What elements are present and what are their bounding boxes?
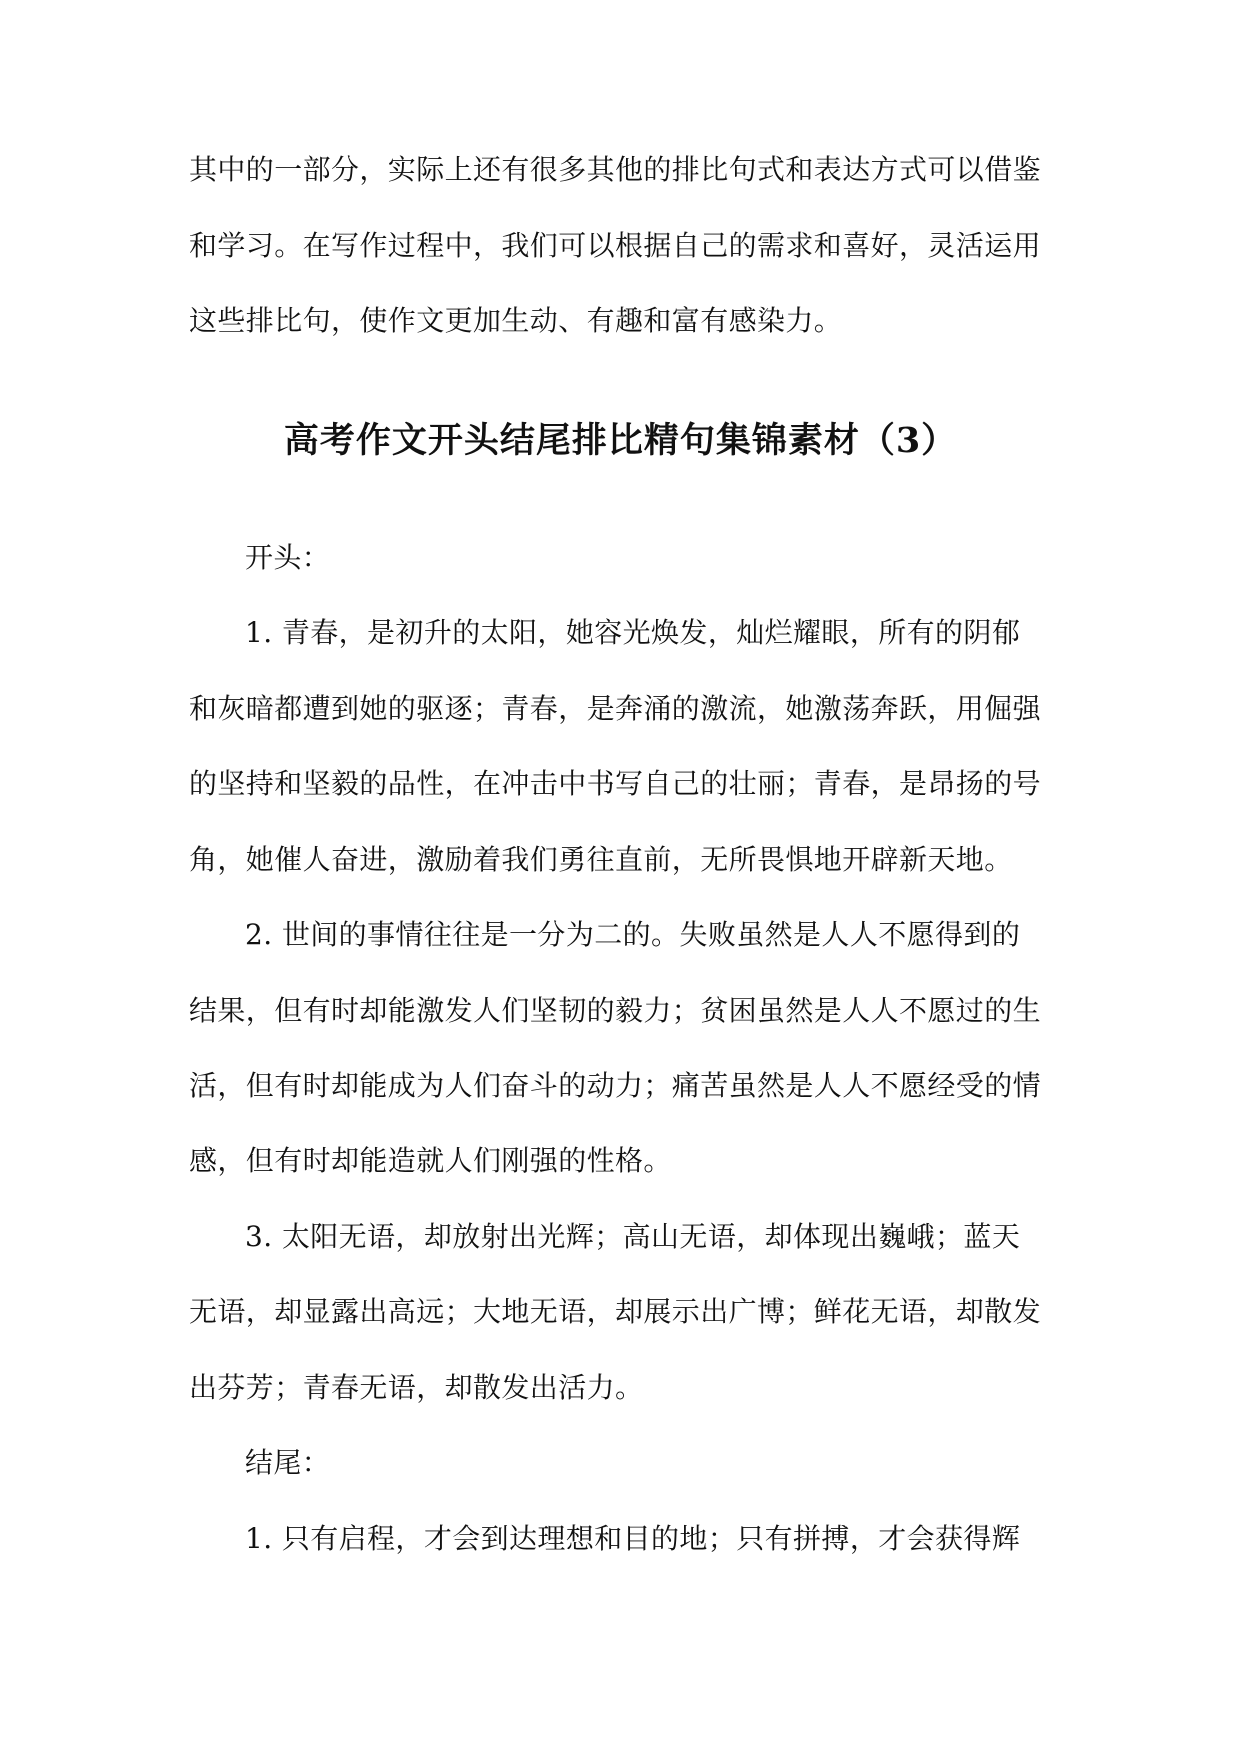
closing-heading: 结尾： (245, 1446, 331, 1479)
document-title: 高考作文开头结尾排比精句集锦素材（3） (283, 420, 958, 461)
paragraph-line: 活，但有时却能成为人们奋斗的动力；痛苦虽然是人人不愿经受的情 (189, 1069, 1042, 1102)
opening-heading: 开头： (245, 541, 331, 574)
paragraph-line: 1. 只有启程，才会到达理想和目的地；只有拼搏，才会获得辉 (245, 1522, 1021, 1555)
paragraph-line: 出芬芳；青春无语，却散发出活力。 (189, 1371, 644, 1404)
paragraph-line: 感，但有时却能造就人们刚强的性格。 (189, 1144, 672, 1177)
paragraph-line: 2. 世间的事情往往是一分为二的。失败虽然是人人不愿得到的 (245, 918, 1021, 951)
intro-line: 其中的一部分，实际上还有很多其他的排比句式和表达方式可以借鉴 (189, 153, 1042, 186)
paragraph-line: 和灰暗都遭到她的驱逐；青春，是奔涌的激流，她激荡奔跃，用倔强 (189, 692, 1042, 725)
paragraph-line: 结果，但有时却能激发人们坚韧的毅力；贫困虽然是人人不愿过的生 (189, 994, 1042, 1027)
paragraph-line: 3. 太阳无语，却放射出光辉；高山无语，却体现出巍峨；蓝天 (245, 1220, 1021, 1253)
paragraph-line: 1. 青春，是初升的太阳，她容光焕发，灿烂耀眼，所有的阴郁 (245, 616, 1021, 649)
paragraph-line: 无语，却显露出高远；大地无语，却展示出广博；鲜花无语，却散发 (189, 1295, 1042, 1328)
intro-line: 这些排比句，使作文更加生动、有趣和富有感染力。 (189, 304, 843, 337)
intro-line: 和学习。在写作过程中，我们可以根据自己的需求和喜好，灵活运用 (189, 229, 1042, 262)
paragraph-line: 角，她催人奋进，激励着我们勇往直前，无所畏惧地开辟新天地。 (189, 843, 1013, 876)
paragraph-line: 的坚持和坚毅的品性，在冲击中书写自己的壮丽；青春，是昂扬的号 (189, 767, 1042, 800)
